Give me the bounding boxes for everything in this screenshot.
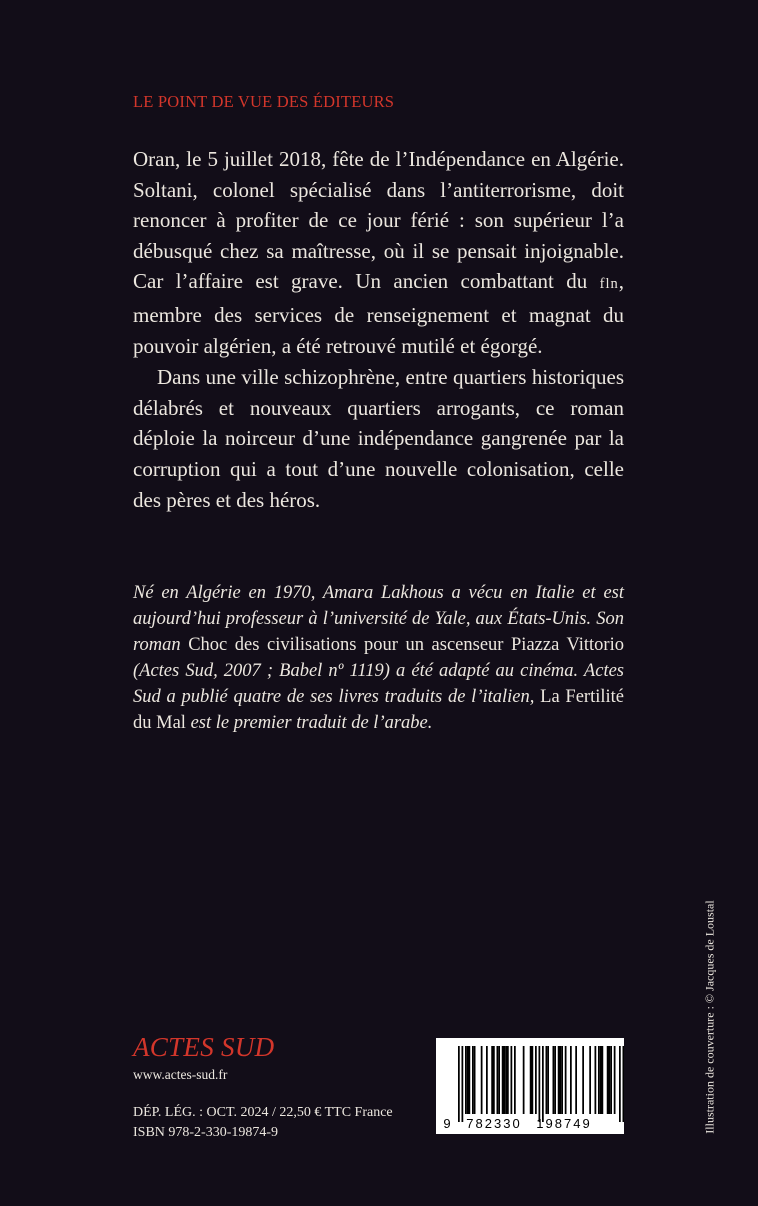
barcode-bar — [467, 1046, 469, 1114]
barcode-bar — [582, 1046, 584, 1114]
barcode-bar — [505, 1046, 507, 1114]
barcode-bar — [614, 1046, 616, 1114]
blurb-paragraph-2: Dans une ville schizophrène, entre quartiers historiques délabrés et nouveaux quartiers arrogants, ce roman déploie la noirceur d’une indépendance gangrenée par la corruption qui a tout d’une nouvelle colonisation, celle des pères et des héros. — [133, 365, 624, 512]
barcode-bar — [472, 1046, 474, 1114]
barcode-right-digits: 198749 — [536, 1116, 592, 1131]
cover-credit-text: Illustration de couverture : © Jacques de Loustal — [702, 900, 717, 1134]
barcode-bar — [469, 1046, 471, 1114]
bio-text-1: Né en Algérie en 1970, Amara Lakhous a vécu en Italie et est aujourd’hui professeur à l’université de Yale, aux États-Unis. Son roman — [133, 583, 624, 655]
barcode-bar — [542, 1046, 544, 1122]
barcode-bar — [497, 1046, 499, 1114]
bio-book-title-2: La Fertilité du Mal — [133, 687, 624, 733]
publisher-website: www.actes-sud.fr — [133, 1067, 228, 1082]
barcode-bar — [570, 1046, 572, 1114]
barcode-bar — [474, 1046, 476, 1114]
blurb-paragraph-1 — [133, 144, 624, 361]
barcode-bar — [595, 1046, 597, 1114]
legal-info — [133, 1103, 393, 1142]
publisher-logo: ACTES SUD — [133, 1032, 275, 1062]
barcode-bar — [558, 1046, 560, 1114]
barcode-bar — [498, 1046, 500, 1114]
barcode-bar — [511, 1046, 513, 1114]
barcode-bar — [530, 1046, 532, 1114]
isbn: ISBN 978-2-330-19874-9 — [133, 1124, 279, 1140]
barcode-bar — [619, 1046, 621, 1122]
barcode-bar — [589, 1046, 591, 1114]
barcode-bar — [600, 1046, 602, 1114]
barcode-bar — [493, 1046, 495, 1114]
barcode-bar — [598, 1046, 600, 1114]
section-heading: LE POINT DE VUE DES ÉDITEURS — [133, 92, 395, 111]
barcode-bar — [623, 1046, 625, 1122]
fln-acronym: fln — [599, 276, 619, 293]
barcode-bar — [514, 1046, 516, 1114]
barcode-bar — [609, 1046, 611, 1114]
barcode-bar — [507, 1046, 509, 1114]
blurb-text-1a: Oran, le 5 juillet 2018, fête de l’Indépendance en Algérie. Soltani, colonel spécialisé dans l’antiterrorisme, doit renoncer à profiter de ce jour férié : son supérieur l’a débusqué chez sa maîtresse, où il se pensait injoignable. Car l’affaire est grave. Un ancien combattant du — [133, 147, 624, 294]
bio-text-3: est le premier traduit de l’arabe. — [185, 713, 433, 733]
barcode-bar — [532, 1046, 534, 1114]
barcode-bar — [491, 1046, 493, 1114]
barcode-bar — [607, 1046, 609, 1114]
bio-text-2: (Actes Sud, 2007 ; Babel nº 1119) a été adapté au cinéma. Actes Sud a publié quatre de ses livres traduits de l’italien, — [133, 661, 624, 707]
barcode-bar — [554, 1046, 556, 1114]
barcode-bar — [465, 1046, 467, 1114]
barcode-bar — [610, 1046, 612, 1114]
barcode-bar — [560, 1046, 562, 1114]
legal-deposit-price: DÉP. LÉG. : OCT. 2024 / 22,50 € TTC France — [133, 1105, 393, 1120]
barcode-bar — [481, 1046, 483, 1114]
blurb — [133, 144, 624, 515]
cover-credit — [690, 875, 730, 1160]
barcode-first-digit: 9 — [443, 1116, 451, 1131]
bio-book-title-1: Choc des civilisations pour un ascenseur Piazza Vittorio — [188, 635, 624, 655]
barcode-bar — [575, 1046, 577, 1114]
barcode-bar — [486, 1046, 488, 1114]
barcode-bar — [502, 1046, 504, 1114]
barcode-bar — [561, 1046, 563, 1114]
barcode-bar — [547, 1046, 549, 1114]
barcode-bar — [539, 1046, 541, 1122]
blurb-text-1b: , membre des services de renseignement et magnat du pouvoir algérien, a été retrouvé mutilé et égorgé. — [133, 269, 624, 358]
barcode-bar — [458, 1046, 460, 1122]
barcode-bar — [546, 1046, 548, 1114]
barcode — [436, 1038, 624, 1134]
barcode-left-digits: 782330 — [466, 1116, 522, 1131]
barcode-bar — [565, 1046, 567, 1114]
barcode-bar — [535, 1046, 537, 1114]
barcode-bar — [462, 1046, 464, 1122]
barcode-bar — [504, 1046, 506, 1114]
barcode-bar — [602, 1046, 604, 1114]
author-bio — [133, 580, 624, 736]
barcode-bar — [523, 1046, 525, 1114]
ean13-barcode-graphic — [436, 1038, 624, 1134]
barcode-bar — [553, 1046, 555, 1114]
